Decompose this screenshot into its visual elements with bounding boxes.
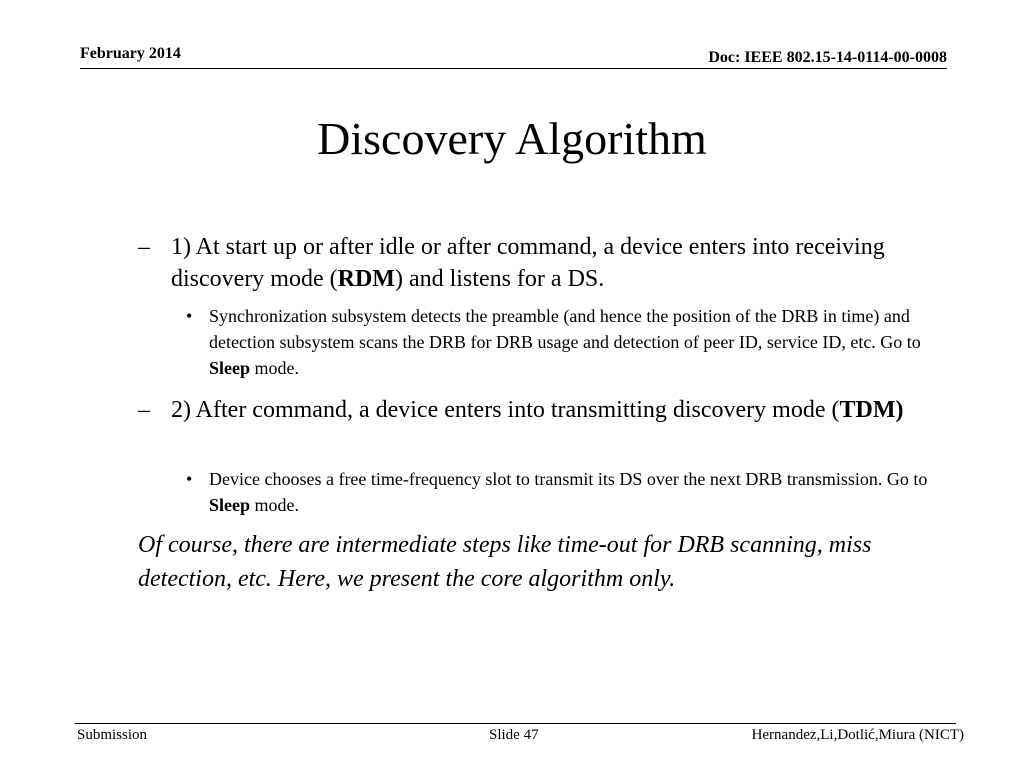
bullet-1-text-b: ) and listens for a DS. [394,266,605,292]
italic-note: Of course, there are intermediate steps like time-out for DRB scanning, miss detection, etc. Here, we present the core algorithm only. [138,532,872,592]
sub-bullet-2-1-text-b: mode. [250,495,300,515]
header-date: February 2014 [80,45,181,62]
dash-marker: – [138,397,150,423]
sub-bullet-1-1-text [209,303,936,381]
sub-bullet-2-1-text [209,466,936,518]
bullet-1-text-a: 1) At start up or after idle or after command, a device enters into receiving discovery mode ( [171,234,885,292]
bullet-2-bold-tdm: TDM) [839,397,904,423]
sub-bullet-1-1 [186,303,936,381]
bullet-2-text-a: 2) After command, a device enters into transmitting discovery mode ( [171,397,840,423]
sub-bullet-2-1-bold-sleep: Sleep [209,495,251,515]
bullet-1-text [171,231,928,295]
bullet-2-text [171,394,928,426]
dash-marker: – [138,234,150,260]
sub-bullet-2-1-text-a: Device chooses a free time-frequency slot to transmit its DS over the next DRB transmission. Go to [209,469,928,489]
header-divider [80,68,947,69]
footer-divider [75,723,956,724]
sub-bullet-1-1-text-b: mode. [250,358,300,378]
bullet-marker: • [186,469,193,489]
slide-title: Discovery Algorithm [317,113,707,164]
bullet-1 [138,231,928,295]
bullet-1-bold-rdm: RDM [337,266,395,292]
sub-bullet-1-1-text-a: Synchronization subsystem detects the preamble (and hence the position of the DRB in time) and detection subsystem scans the DRB for DRB usage and detection of peer ID, service ID, etc. Go to [209,306,921,352]
header-doc-id: Doc: IEEE 802.15-14-0114-00-0008 [708,49,947,66]
sub-bullet-2-1 [186,466,936,518]
footer-authors: Hernandez,Li,Dotlić,Miura (NICT) [751,727,964,743]
bullet-marker: • [186,306,193,326]
sub-bullet-1-1-bold-sleep: Sleep [209,358,251,378]
footer-slide-number: Slide 47 [489,727,539,743]
footer-submission: Submission [77,727,148,743]
bullet-2 [138,394,928,426]
